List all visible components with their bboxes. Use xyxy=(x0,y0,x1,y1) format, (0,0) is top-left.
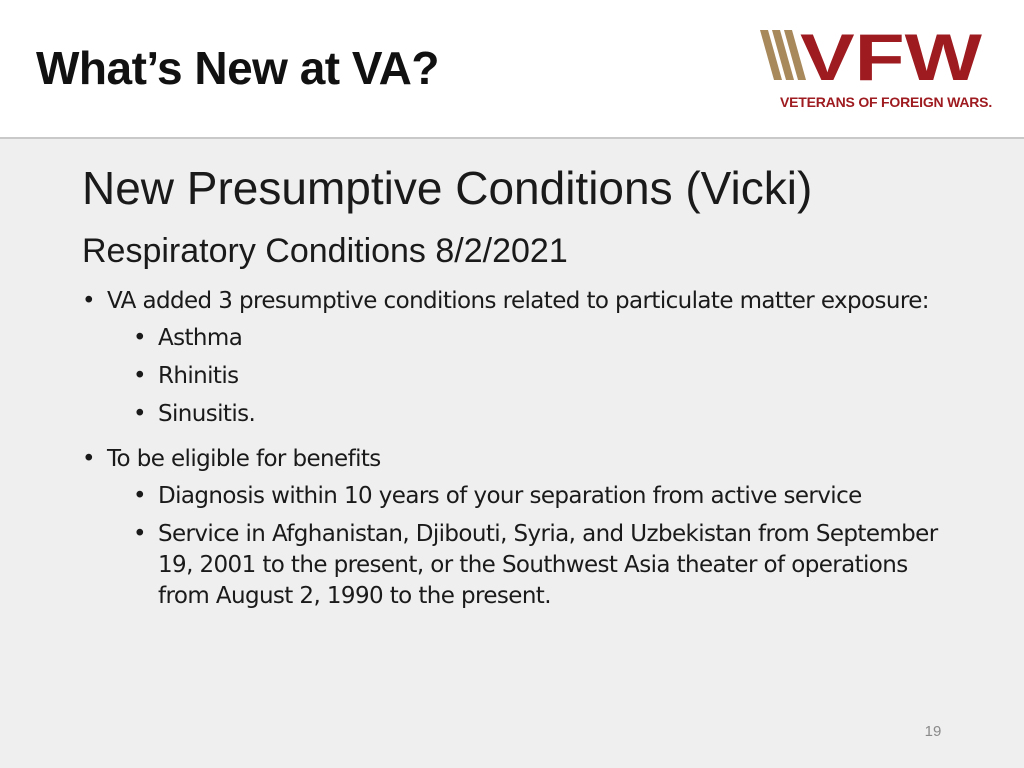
bullet-text: VA added 3 presumptive conditions related to particulate matter exposure: xyxy=(107,288,929,314)
page-title: What’s New at VA? xyxy=(36,42,439,94)
slide-content xyxy=(82,286,942,612)
logo-tagline: VETERANS OF FOREIGN WARS. xyxy=(780,94,993,110)
bullet-item xyxy=(82,286,942,430)
sub-bullet-list xyxy=(107,323,942,430)
sub-bullet-item: • Rhinitis xyxy=(133,361,942,392)
sub-bullet-item: • Sinusitis. xyxy=(133,399,942,430)
sub-bullet-item: • Diagnosis within 10 years of your separation from active service xyxy=(133,481,942,512)
slide-heading: New Presumptive Conditions (Vicki) xyxy=(82,162,813,214)
vfw-logo-mark xyxy=(760,28,984,90)
bullet-list xyxy=(82,286,942,612)
sub-bullet-item: • Service in Afghanistan, Djibouti, Syria, and Uzbekistan from September 19, 2001 to the present, or the Southwest Asia theater of operations from August 2, 1990 to the present. xyxy=(133,519,942,612)
sub-bullet-list xyxy=(107,481,942,612)
vfw-logo xyxy=(760,28,993,114)
page-number: 19 xyxy=(924,723,942,740)
bullet-text: To be eligible for benefits xyxy=(107,446,381,472)
bullet-item xyxy=(82,444,942,612)
slide-subheading: Respiratory Conditions 8/2/2021 xyxy=(82,232,568,270)
logo-wordmark: VFW xyxy=(800,28,983,90)
sub-bullet-item: • Asthma xyxy=(133,323,942,354)
slide-header xyxy=(0,0,1024,139)
